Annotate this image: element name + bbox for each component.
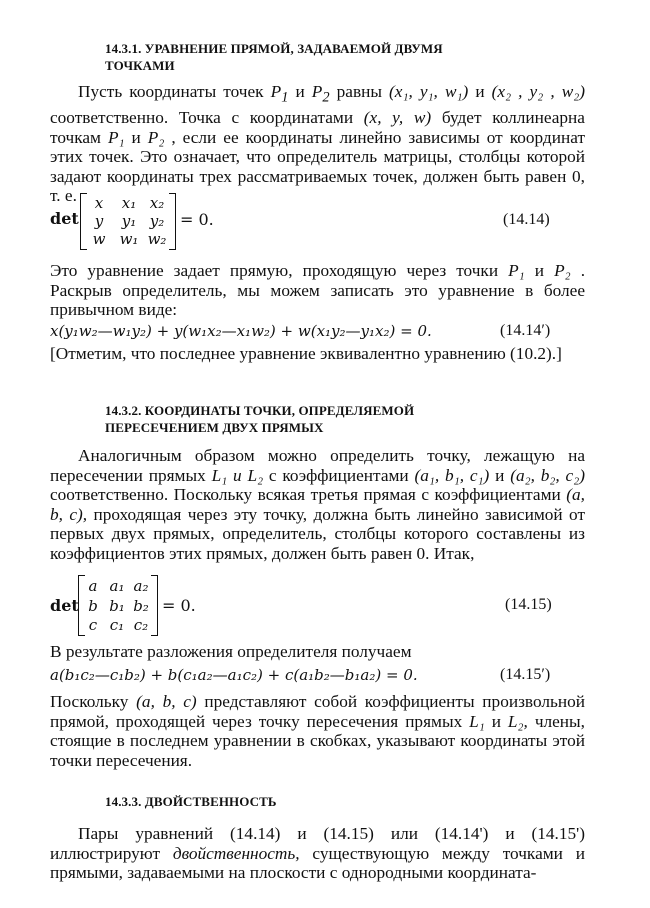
- math-symbol: P₂: [554, 261, 571, 280]
- text-run: , если ее координаты линейно зависимы от координат этих точек. Это означает, что определитель матрицы, столбцы которой задают координаты трех рассматриваемых точек, должен быть равен 0, т. е.: [50, 127, 585, 206]
- equation-number: (14.14): [503, 211, 550, 228]
- math-symbol: P₂: [147, 127, 165, 147]
- matrix-cell: c₁: [109, 616, 125, 634]
- math-coords: (a₂, b₂, c₂): [510, 465, 585, 485]
- text-run: . Раскрыв определитель, мы можем записать это уравнение в более привычном виде:: [50, 261, 586, 320]
- matrix-cell: b₁: [109, 597, 125, 615]
- equation-rhs: = 0.: [162, 596, 196, 615]
- text-run: равны: [329, 82, 390, 101]
- math-coords: (a, b, c),: [50, 485, 585, 524]
- matrix-cell: b₂: [133, 597, 149, 615]
- math-symbol: P₁: [508, 261, 525, 280]
- equation-number: (14.15): [505, 596, 552, 613]
- matrix-cell: c₂: [133, 616, 149, 634]
- matrix-cell: y₁: [121, 212, 137, 230]
- matrix-cell: a₁: [109, 577, 125, 595]
- heading-line: ТОЧКАМИ: [105, 58, 175, 73]
- math-coords: (a₁, b₁, c₁): [414, 465, 490, 485]
- matrix-cell: a: [88, 577, 98, 595]
- matrix-cell: a₂: [133, 577, 149, 595]
- math-symbol: L₁ и L₂: [211, 465, 264, 485]
- math-coords: (x₂ , y₂ , w₂): [491, 82, 585, 101]
- matrix-cell: x₁: [121, 194, 137, 212]
- math-symbol: L₁: [469, 711, 485, 731]
- matrix-cell: w₂: [147, 230, 167, 248]
- section-heading-14-3-3: 14.3.3. ДВОЙСТВЕННОСТЬ: [105, 794, 277, 809]
- paragraph-5: В результате разложения определителя получаем: [50, 642, 412, 661]
- math-symbol: P₁: [107, 127, 125, 147]
- paragraph-1: [50, 82, 585, 206]
- text-run: проходящая через эту точку, должна быть линейно зависимой от первых двух прямых, определитель, столбцы которого составлены из коэффициентов этих прямых, должен быть равен 0. Итак,: [50, 504, 585, 563]
- math-subscript: 1: [281, 89, 289, 106]
- text-run: и: [484, 711, 508, 731]
- emphasis-term: двойственность,: [172, 843, 300, 863]
- matrix-cell: c: [88, 616, 98, 634]
- right-bracket: [169, 193, 176, 250]
- math-subscript: 2: [322, 89, 330, 106]
- matrix-cell: x₂: [149, 194, 165, 212]
- text-run: и: [489, 465, 511, 485]
- matrix-14-14: [80, 193, 176, 251]
- paragraph-6: [50, 692, 585, 770]
- paragraph-7: [50, 824, 585, 883]
- text-run: Пусть координаты точек: [78, 82, 271, 101]
- math-symbol: P: [270, 82, 282, 101]
- matrix-cell: y₂: [149, 212, 165, 230]
- text-run: Это уравнение задает прямую, проходящую через точки: [50, 261, 509, 280]
- equation-number: (14.14′): [500, 322, 551, 339]
- heading-line: ПЕРЕСЕЧЕНИЕМ ДВУХ ПРЯМЫХ: [105, 420, 324, 435]
- text-run: и: [468, 82, 492, 101]
- text-run: Поскольку: [50, 692, 137, 711]
- equation-number: (14.15′): [500, 666, 551, 683]
- text-run: соответственно. Поскольку всякая третья прямая с коэффициентами: [50, 485, 567, 505]
- equation-14-15-prime: a(b₁c₂—c₁b₂) + b(c₁a₂—a₁c₂) + c(a₁b₂—b₁a₂) = 0.: [50, 666, 418, 684]
- matrix-cell: y: [94, 212, 104, 230]
- text-run: и: [524, 261, 555, 280]
- section-heading-14-3-1: [105, 40, 443, 74]
- text-run: Аналогичным образом можно определить точку, лежащую на пересечении прямых: [50, 446, 585, 485]
- equation-rhs: = 0.: [180, 210, 214, 229]
- paragraph-2: [50, 261, 585, 320]
- matrix-cell: b: [88, 597, 98, 615]
- math-coords: (x, y, w): [363, 108, 432, 128]
- text-run: с коэффициентами: [263, 465, 415, 485]
- matrix-14-15: [78, 575, 158, 637]
- text-run: будет коллинеарна точкам: [50, 108, 585, 147]
- text-run: и: [124, 127, 148, 147]
- equation-14-14-prime: x(y₁w₂—w₁y₂) + y(w₁x₂—x₁w₂) + w(x₁y₂—y₁x₂) = 0.: [50, 322, 432, 340]
- text-run: представляют собой коэффициенты произвольной прямой, проходящей через точку пересечения прямых: [50, 692, 586, 731]
- math-coords: (a, b, c): [136, 692, 197, 711]
- text-run: Пары уравнений (14.14) и (14.15) или (14.14') и (14.15') иллюстрируют: [50, 824, 585, 863]
- text-run: существующую между точками и прямыми, задаваемыми на плоскости с однородными координата-: [50, 843, 585, 883]
- heading-line: 14.3.1. УРАВНЕНИЕ ПРЯМОЙ, ЗАДАВАЕМОЙ ДВУМЯ: [105, 41, 443, 56]
- section-heading-14-3-2: [105, 402, 414, 436]
- heading-line: 14.3.2. КООРДИНАТЫ ТОЧКИ, ОПРЕДЕЛЯЕМОЙ: [105, 403, 415, 418]
- math-coords: (x₁, y₁, w₁): [389, 82, 469, 101]
- det-label: det: [50, 596, 79, 615]
- matrix-cell: w₁: [119, 230, 139, 248]
- matrix-cell: w: [92, 230, 106, 248]
- det-label: det: [50, 209, 79, 228]
- math-symbol: L₂,: [507, 711, 528, 731]
- paragraph-3: [Отметим, что последнее уравнение эквивалентно уравнению (10.2).]: [50, 344, 562, 363]
- text-run: и: [288, 82, 312, 101]
- matrix-cell: x: [94, 194, 104, 212]
- paragraph-4: [50, 446, 585, 564]
- text-run: соответственно. Точка с координатами: [50, 108, 364, 128]
- math-symbol: P: [311, 82, 323, 101]
- text-run: члены, стоящие в последнем уравнении в скобках, указывают координаты этой точки пересечения.: [50, 711, 585, 770]
